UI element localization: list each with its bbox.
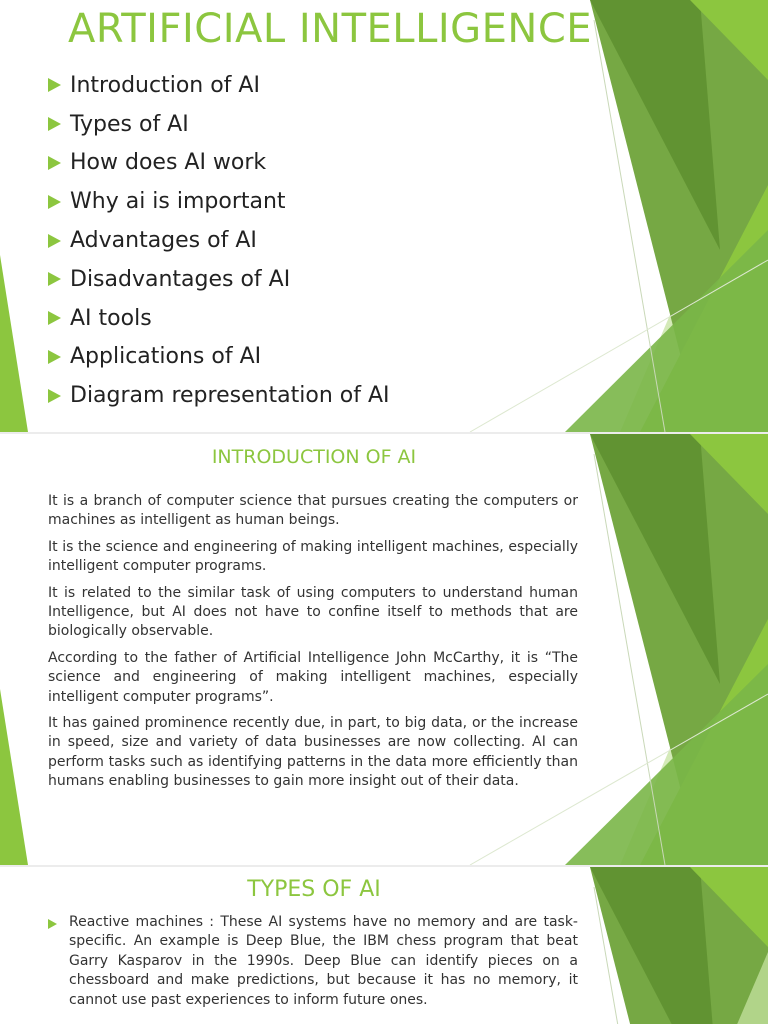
agenda-item (48, 144, 390, 183)
agenda-item (48, 376, 390, 415)
agenda-item-label: Diagram representation of AI (70, 383, 390, 409)
bullet-paragraph (48, 913, 578, 1010)
page-title: ARTIFICIAL INTELLIGENCE (68, 6, 593, 52)
agenda-item (48, 338, 390, 377)
agenda-item (48, 66, 390, 105)
paragraph: It has gained prominence recently due, in part, to big data, or the increase in speed, size and variety of data businesses are now collecting. AI can perform tasks such as identifying patterns in the data more efficiently than humans enabling businesses to gain more insight out of their data. (48, 715, 578, 790)
agenda-item (48, 105, 390, 144)
triangle-bullet-icon (48, 350, 61, 364)
slide-introduction (0, 434, 768, 865)
triangle-bullet-icon (48, 117, 61, 131)
agenda-item-label: Advantages of AI (70, 228, 257, 254)
agenda-item-label: Introduction of AI (70, 72, 260, 98)
agenda-item-label: Disadvantages of AI (70, 266, 291, 292)
agenda-item-label: Types of AI (70, 111, 189, 137)
paragraph: It is the science and engineering of making intelligent machines, especially intelligent computer programs. (48, 538, 578, 575)
agenda-item-label: Why ai is important (70, 189, 286, 215)
triangle-bullet-icon (48, 156, 61, 170)
slide-types-of-ai (0, 867, 768, 1024)
agenda-item (48, 260, 390, 299)
agenda-item-label: Applications of AI (70, 344, 262, 370)
triangle-bullet-icon (48, 78, 61, 92)
triangle-bullet-icon (48, 919, 57, 929)
paragraph: According to the father of Artificial Intelligence John McCarthy, it is “The science and engineering of making intelligent machines, especially intelligent computer programs”. (48, 649, 578, 705)
agenda-item (48, 221, 390, 260)
section-title: TYPES OF AI (247, 877, 381, 902)
triangle-bullet-icon (48, 311, 61, 325)
agenda-item-label: AI tools (70, 305, 152, 331)
triangle-bullet-icon (48, 195, 61, 209)
paragraph: It is a branch of computer science that pursues creating the computers or machines as intelligent as human beings. (48, 493, 578, 529)
agenda-list (48, 66, 390, 415)
triangle-bullet-icon (48, 389, 61, 403)
agenda-item-label: How does AI work (70, 150, 267, 176)
triangle-bullet-icon (48, 234, 61, 248)
paragraph: Reactive machines : These AI systems have no memory and are task-specific. An example is Deep Blue, the IBM chess program that beat Garry Kasparov in the 1990s. Deep Blue can identify pieces on a chessboard and make predictions, but because it has no memory, it cannot use past experiences to inform future ones. (69, 914, 578, 1008)
agenda-item (48, 299, 390, 338)
paragraph: It is related to the similar task of using computers to understand human Intelligence, but AI does not have to confine itself to methods that are biologically observable. (48, 584, 578, 640)
section-title: INTRODUCTION OF AI (211, 446, 417, 468)
agenda-item (48, 182, 390, 221)
slide-agenda (0, 0, 768, 432)
triangle-bullet-icon (48, 272, 61, 286)
introduction-text (48, 492, 578, 799)
